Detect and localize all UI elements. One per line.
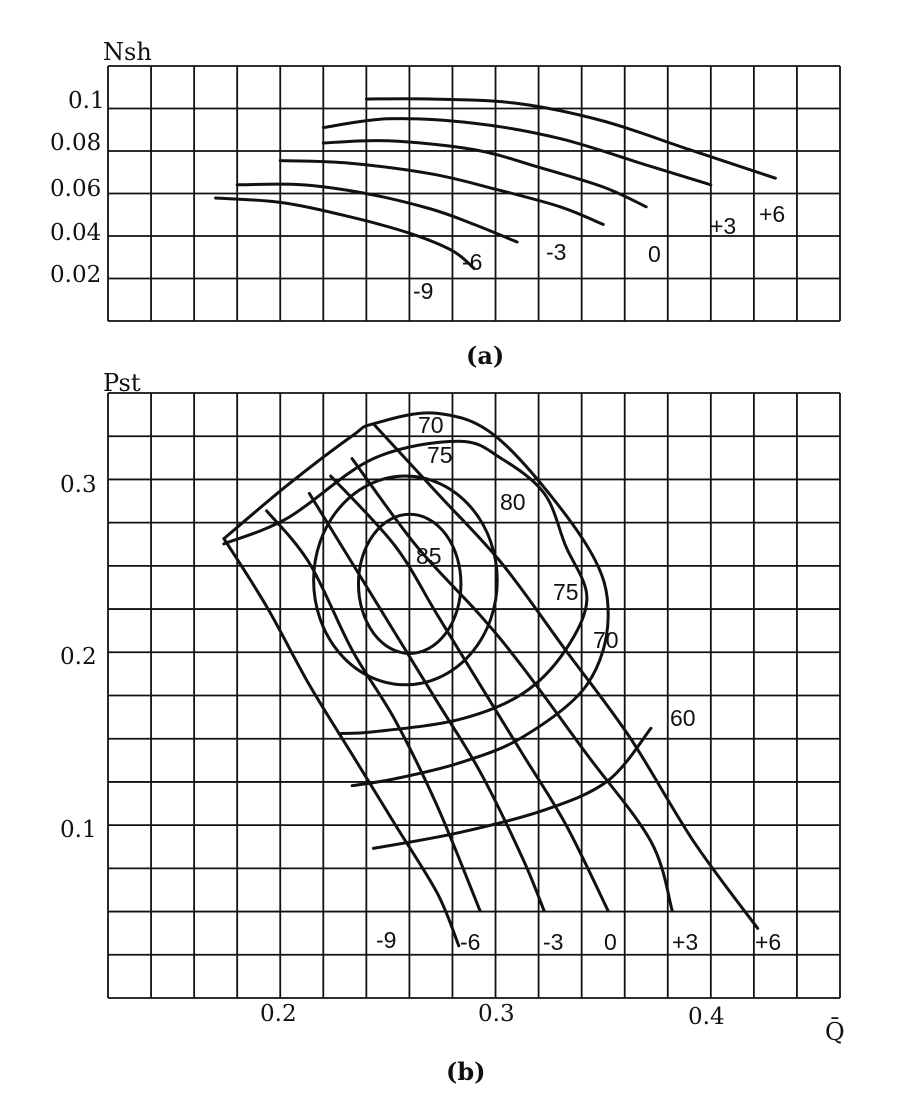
panel-b-y-tick: 0.2 xyxy=(60,644,97,670)
panel-b-y-tick: 0.1 xyxy=(60,817,97,843)
panel-b-contour-label: 75 xyxy=(427,442,453,468)
panel-b-caption: (b) xyxy=(446,1057,486,1086)
panel-a-y-tick: 0.1 xyxy=(68,88,105,114)
panel-b-contour-label: 70 xyxy=(593,627,619,653)
panel-b-x-tick: 0.2 xyxy=(260,1001,297,1027)
panel-a-series-label: 0 xyxy=(648,241,661,267)
panel-b-series-label: +3 xyxy=(672,929,699,955)
panel-b-series-label: 0 xyxy=(604,929,617,955)
panel-a-y-tick: 0.02 xyxy=(50,262,102,288)
panel-a-y-axis-label: Nsh xyxy=(103,38,152,66)
panel-b-contour-label: 80 xyxy=(500,489,526,515)
panel-b-contour-label: 75 xyxy=(553,579,579,605)
panel-a-series-label: +3 xyxy=(710,213,737,239)
panel-b-y-tick: 0.3 xyxy=(60,472,97,498)
panel-a-series-label: -6 xyxy=(462,249,483,275)
panel-a-caption: (a) xyxy=(466,341,505,370)
panel-b-contour-label: 70 xyxy=(418,412,444,438)
panel-b-series-label: -3 xyxy=(543,929,564,955)
panel-a-y-tick: 0.04 xyxy=(50,220,102,246)
panel-b-x-tick: 0.4 xyxy=(688,1004,725,1030)
panel-b-y-axis-label: Pst xyxy=(103,369,141,397)
panel-b-series-label: -6 xyxy=(460,929,481,955)
panel-b-contour-label: 60 xyxy=(670,705,696,731)
panel-a-y-tick: 0.08 xyxy=(50,130,102,156)
panel-a-series-label: -3 xyxy=(546,239,567,265)
panel-a-y-tick: 0.06 xyxy=(50,176,102,202)
panel-b-x-tick: 0.3 xyxy=(478,1001,515,1027)
panel-b-series-label: -9 xyxy=(376,927,397,953)
panel-b-series-label: +6 xyxy=(755,929,782,955)
panel-b-x-axis-label: Q̄ xyxy=(825,1018,845,1046)
panel-b-contour-label: 85 xyxy=(416,543,442,569)
panel-a-series-label: +6 xyxy=(759,201,786,227)
panel-a-series-label: -9 xyxy=(413,278,434,304)
